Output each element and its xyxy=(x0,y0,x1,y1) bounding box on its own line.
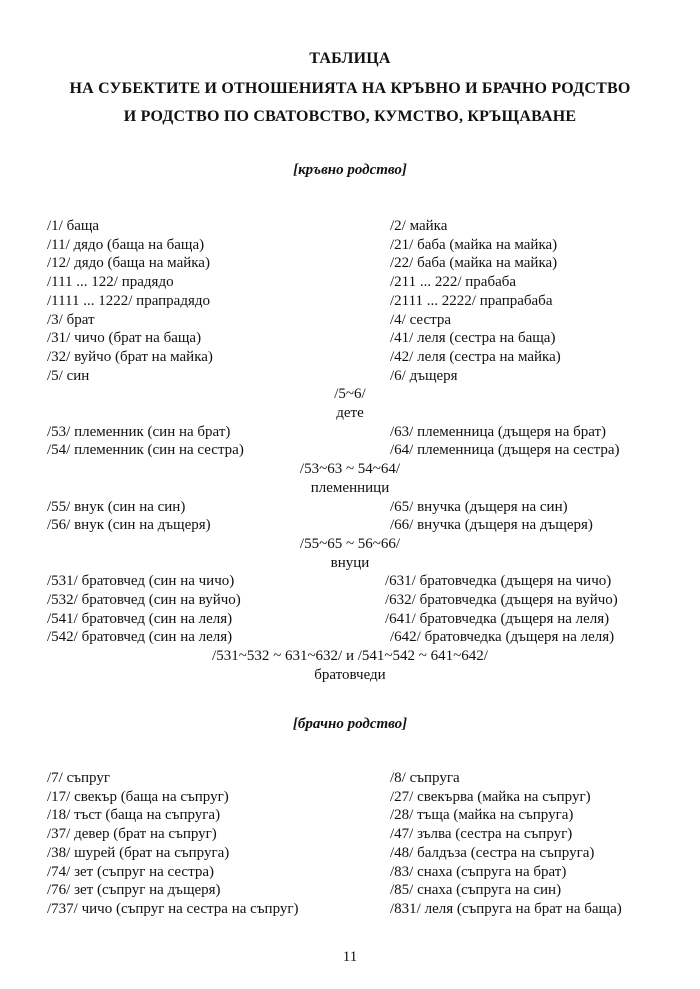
relation-right: /2111 ... 2222/ прапрабаба xyxy=(390,292,553,309)
relation-left: /532/ братовчед (син на вуйчо) xyxy=(47,592,241,608)
relation-right: /632/ братовчедка (дъщеря на вуйчо) xyxy=(385,592,618,608)
relation-left: /53/ племенник (син на брат) xyxy=(47,423,231,440)
relation-left: /76/ зет (съпруг на дъщеря) xyxy=(47,882,221,899)
group-label: дете xyxy=(336,405,364,421)
relation-row xyxy=(0,592,700,611)
relation-row xyxy=(0,864,700,883)
group-label: /531~532 ~ 631~632/ и /541~542 ~ 641~642/ xyxy=(212,648,488,665)
relation-left: /542/ братовчед (син на леля) xyxy=(47,629,233,646)
relation-row xyxy=(0,826,700,845)
section-heading-blood: [кръвно родство] xyxy=(293,162,407,178)
relation-left: /38/ шурей (брат на съпруга) xyxy=(47,844,230,861)
relation-right: /6/ дъщеря xyxy=(390,367,458,384)
relation-row xyxy=(0,274,700,293)
relation-left: /18/ тъст (баща на съпруга) xyxy=(47,807,221,824)
relation-row xyxy=(0,237,700,256)
relation-left: /737/ чичо (съпруг на сестра на съпруг) xyxy=(47,900,299,917)
relation-row xyxy=(0,330,700,349)
relation-right: /28/ тъща (майка на съпруга) xyxy=(390,807,574,824)
relation-row xyxy=(0,845,700,864)
relation-left: /31/ чичо (брат на баща) xyxy=(47,330,202,347)
relation-right: /85/ снаха (съпруга на син) xyxy=(390,882,562,899)
relation-right: /641/ братовчедка (дъщеря на леля) xyxy=(385,610,610,627)
relation-left: /541/ братовчед (син на леля) xyxy=(47,610,233,627)
relation-right: /66/ внучка (дъщеря на дъщеря) xyxy=(390,517,593,534)
relation-right: /83/ снаха (съпруга на брат) xyxy=(390,863,567,880)
relation-left: /17/ свекър (баща на съпруг) xyxy=(47,788,229,805)
relation-row xyxy=(0,901,700,920)
relation-right: /47/ зълва (сестра на съпруг) xyxy=(390,826,573,843)
relation-right: /42/ леля (сестра на майка) xyxy=(390,348,561,365)
relation-right: /642/ братовчедка (дъщеря на леля) xyxy=(390,629,615,646)
relation-left: /7/ съпруг xyxy=(47,770,110,786)
relation-row xyxy=(0,611,700,630)
relation-right: /8/ съпруга xyxy=(390,770,460,786)
relation-right: /63/ племенница (дъщеря на брат) xyxy=(390,423,607,440)
relation-row xyxy=(0,218,700,237)
relation-row xyxy=(0,517,700,536)
group-label: внуци xyxy=(330,554,370,571)
section-heading-marital: [брачно родство] xyxy=(292,716,408,732)
group-label: /55~65 ~ 56~66/ xyxy=(299,535,401,552)
page-number: 11 xyxy=(342,949,358,965)
relation-left: /5/ син xyxy=(47,367,90,384)
relation-left: /54/ племенник (син на сестра) xyxy=(47,442,244,459)
relation-row xyxy=(0,770,700,789)
relation-row xyxy=(0,368,700,387)
relation-row xyxy=(0,499,700,518)
relation-right: /631/ братовчедка (дъщеря на чичо) xyxy=(385,573,612,590)
relation-right: /211 ... 222/ прабаба xyxy=(390,274,517,291)
relation-left: /1111 ... 1222/ прапрадядо xyxy=(47,292,211,309)
relation-row xyxy=(0,424,700,443)
group-label: /53~63 ~ 54~64/ xyxy=(299,461,401,478)
relation-row xyxy=(0,349,700,368)
title-line-2: НА СУБЕКТИТЕ И ОТНОШЕНИЯТА НА КРЪВНО И БРАЧНО РОДСТВО xyxy=(69,80,631,97)
relation-left: /55/ внук (син на син) xyxy=(47,498,186,515)
relation-left: /11/ дядо (баща на баща) xyxy=(47,236,205,253)
section-heading-marital-text: брачно родство xyxy=(297,716,403,732)
relation-row xyxy=(0,442,700,461)
title-line-3: И РОДСТВО ПО СВАТОВСТВО, КУМСТВО, КРЪЩАВАНЕ xyxy=(123,108,577,125)
relation-left: /56/ внук (син на дъщеря) xyxy=(47,517,211,534)
relation-left: /111 ... 122/ прадядо xyxy=(47,274,174,291)
relation-row xyxy=(0,312,700,331)
relation-row xyxy=(0,255,700,274)
relation-right: /2/ майка xyxy=(390,218,448,234)
relation-right: /65/ внучка (дъщеря на син) xyxy=(390,498,568,515)
relation-row xyxy=(0,573,700,592)
section-heading-blood-text: кръвно родство xyxy=(298,162,402,178)
relation-right: /21/ баба (майка на майка) xyxy=(390,236,558,253)
relation-right: /48/ балдъза (сестра на съпруга) xyxy=(390,844,595,861)
group-label: /5~6/ xyxy=(334,386,366,403)
relation-right: /64/ племенница (дъщеря на сестра) xyxy=(390,442,620,459)
relation-row xyxy=(0,807,700,826)
relation-right: /831/ леля (съпруга на брат на баща) xyxy=(390,900,622,917)
relation-left: /32/ вуйчо (брат на майка) xyxy=(47,348,213,365)
relation-left: /37/ девер (брат на съпруг) xyxy=(47,826,217,843)
relation-left: /1/ баща xyxy=(47,218,100,234)
relation-left: /12/ дядо (баща на майка) xyxy=(47,255,210,272)
title-line-1: ТАБЛИЦА xyxy=(309,50,391,67)
relation-left: /531/ братовчед (син на чичо) xyxy=(47,573,235,590)
relation-row xyxy=(0,882,700,901)
relation-right: /27/ свекърва (майка на съпруг) xyxy=(390,788,591,805)
relation-right: /22/ баба (майка на майка) xyxy=(390,255,558,272)
relation-row xyxy=(0,789,700,808)
relation-right: /41/ леля (сестра на баща) xyxy=(390,330,556,347)
group-label: братовчеди xyxy=(314,666,386,683)
relation-left: /74/ зет (съпруг на сестра) xyxy=(47,863,214,880)
relation-row xyxy=(0,629,700,648)
relation-left: /3/ брат xyxy=(47,311,95,328)
relation-right: /4/ сестра xyxy=(390,311,452,328)
relation-row xyxy=(0,293,700,312)
group-label: племенници xyxy=(310,479,390,496)
